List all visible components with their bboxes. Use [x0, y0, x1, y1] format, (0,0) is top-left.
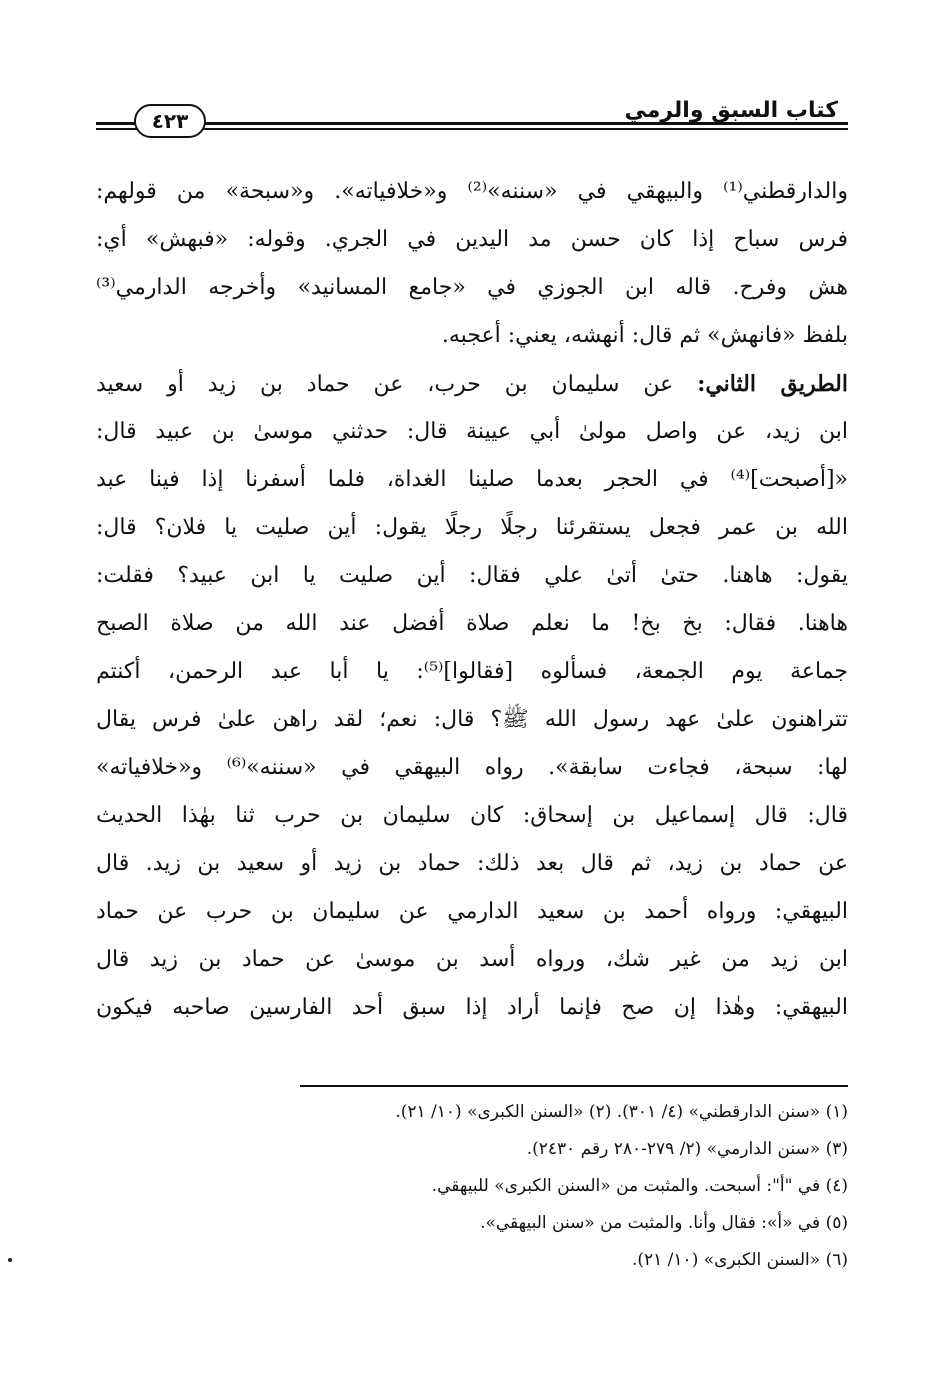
text-line-content: عن سليمان بن حرب، عن حماد بن زيد أو سعيد	[96, 372, 674, 397]
footnote-separator	[300, 1085, 848, 1087]
footnote-row	[150, 1094, 848, 1131]
text-line: هش وفرح. قاله ابن الجوزي في «جامع المسانيد» وأخرجه الدارمي⁽³⁾	[96, 275, 848, 300]
footnote-2: (٢) «السنن الكبرى» (١٠/ ٢١).	[395, 1102, 612, 1122]
footnote-4: (٤) في "أ": أسبحت. والمثبت من «السنن الكبرى» للبيهقي.	[431, 1176, 848, 1196]
text-line: قال: قال إسماعيل بن إسحاق: كان سليمان بن حرب ثنا بهٰذا الحديث	[96, 803, 848, 828]
footnote-5: (٥) في «أ»: فقال وأنا. والمثبت من «سنن البيهقي».	[480, 1213, 848, 1233]
text-line: «[أصبحت]⁽⁴⁾ في الحجر بعدما صلينا الغداة، فلما أسفرنا إذا فينا عبد	[96, 467, 848, 492]
section-label: الطريق الثاني:	[697, 371, 848, 397]
text-line: لها: سبحة، فجاءت سابقة». رواه البيهقي في «سننه»⁽⁶⁾ و«خلافياته»	[96, 755, 848, 780]
text-line: تتراهنون علىٰ عهد رسول الله ﷺ؟ قال: نعم؛ لقد راهن علىٰ فرس يقال	[96, 707, 848, 732]
text-line: هاهنا. فقال: بخ بخ! ما نعلم صلاة أفضل عند الله من صلاة الصبح	[96, 611, 848, 636]
text-line: ابن زيد من غير شك، ورواه أسد بن موسىٰ عن حماد بن زيد قال	[96, 947, 848, 972]
page-number: ٤٢٣	[134, 104, 206, 138]
text-line: يقول: هاهنا. حتىٰ أتىٰ علي فقال: أين صليت يا ابن عبيد؟ فقلت:	[96, 563, 848, 588]
main-text	[96, 168, 848, 1032]
text-line: ابن زيد، عن واصل مولىٰ أبي عيينة قال: حدثني موسىٰ بن عبيد قال:	[96, 419, 848, 444]
text-line: بلفظ «فانهش» ثم قال: أنهشه، يعني: أعجبه.	[441, 323, 848, 348]
footnote-3: (٣) «سنن الدارمي» (٢/ ٢٧٩-٢٨٠ رقم ٢٤٣٠).	[526, 1139, 848, 1159]
page-header	[96, 92, 848, 136]
text-line: فرس سباح إذا كان حسن مد اليدين في الجري. وقوله: «فبهش» أي:	[96, 227, 848, 252]
text-line: البيهقي: ورواه أحمد بن سعيد الدارمي عن سليمان بن حرب عن حماد	[96, 899, 848, 924]
header-rule-thin	[96, 128, 848, 130]
text-line-second-path	[96, 360, 848, 408]
text-line: والدارقطني⁽¹⁾ والبيهقي في «سننه»⁽²⁾ و«خلافياته». و«سبحة» من قولهم:	[96, 179, 848, 204]
running-title: كتاب السبق والرمي	[624, 98, 838, 123]
text-line: البيهقي: وهٰذا إن صح فإنما أراد إذا سبق أحد الفارسين صاحبه فيكون	[96, 995, 848, 1020]
footnote-6: (٦) «السنن الكبرى» (١٠/ ٢١).	[631, 1250, 848, 1270]
margin-speck	[8, 1258, 12, 1262]
footnote-1: (١) «سنن الدارقطني» (٤/ ٣٠١).	[616, 1102, 848, 1122]
text-line: جماعة يوم الجمعة، فسألوه [فقالوا]⁽⁵⁾: يا أبا عبد الرحمن، أكنتم	[96, 659, 848, 684]
footnotes	[150, 1094, 848, 1279]
text-line: عن حماد بن زيد، ثم قال بعد ذلك: حماد بن زيد أو سعيد بن زيد. قال	[96, 851, 848, 876]
text-line: الله بن عمر فجعل يستقرئنا رجلًا رجلًا يقول: أين صليت يا فلان؟ قال:	[96, 515, 848, 540]
